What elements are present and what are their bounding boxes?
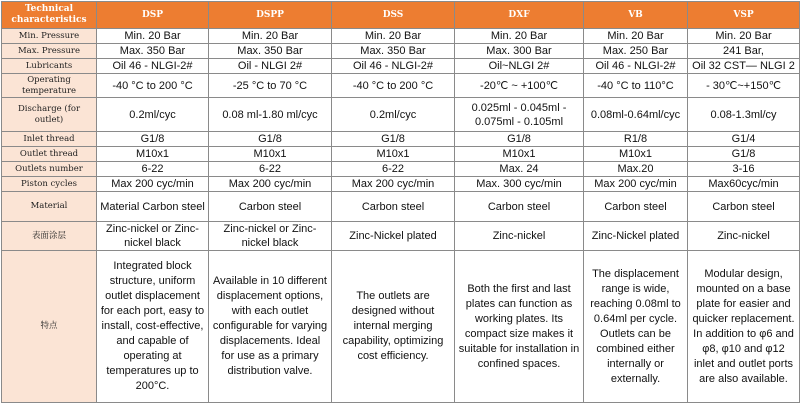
row-label: Outlet thread bbox=[2, 147, 97, 162]
table-cell: Oil~NLGI 2# bbox=[455, 59, 584, 74]
table-cell: Oil 46 - NLGI-2# bbox=[332, 59, 455, 74]
table-cell: Max 200 cyc/min bbox=[209, 177, 332, 192]
table-cell: Oil 46 - NLGI-2# bbox=[97, 59, 209, 74]
table-cell: Min. 20 Bar bbox=[97, 29, 209, 44]
table-cell: Max. 350 Bar bbox=[332, 44, 455, 59]
table-cell: 6-22 bbox=[97, 162, 209, 177]
table-cell: Max. 300 cyc/min bbox=[455, 177, 584, 192]
table-cell: Zinc-nickel or Zinc-nickel black bbox=[209, 222, 332, 251]
table-cell: Zinc-nickel or Zinc-nickel black bbox=[97, 222, 209, 251]
table-cell: G1/8 bbox=[688, 147, 800, 162]
row-inlet-thread bbox=[2, 132, 800, 147]
table-cell: Min. 20 Bar bbox=[688, 29, 800, 44]
column-header-dsp: DSP bbox=[97, 2, 209, 29]
table-cell: G1/4 bbox=[688, 132, 800, 147]
table-cell: Oil 46 - NLGI-2# bbox=[584, 59, 688, 74]
table-cell: M10x1 bbox=[97, 147, 209, 162]
table-cell: Carbon steel bbox=[332, 192, 455, 222]
table-cell: 6-22 bbox=[209, 162, 332, 177]
row-label: Inlet thread bbox=[2, 132, 97, 147]
table-cell: The displacement range is wide, reaching 0.08ml to 0.64ml per cycle. Outlets can be combined either internally or externally. bbox=[584, 251, 688, 403]
row-label: 特点 bbox=[2, 251, 97, 403]
row-label: Piston cycles bbox=[2, 177, 97, 192]
row-label: Min. Pressure bbox=[2, 29, 97, 44]
table-cell: 3-16 bbox=[688, 162, 800, 177]
table-cell: Zinc-nickel bbox=[688, 222, 800, 251]
table-cell: -40 °C to 200 °C bbox=[97, 74, 209, 98]
table-cell: Min. 20 Bar bbox=[209, 29, 332, 44]
table-cell: Carbon steel bbox=[209, 192, 332, 222]
table-cell: Max60cyc/min bbox=[688, 177, 800, 192]
table-cell: Max. 300 Bar bbox=[455, 44, 584, 59]
table-cell: Max. 24 bbox=[455, 162, 584, 177]
row-label: Max. Pressure bbox=[2, 44, 97, 59]
row-label: Discharge (for outlet) bbox=[2, 98, 97, 132]
table-cell: 0.08-1.3ml/cy bbox=[688, 98, 800, 132]
table-cell: 0.2ml/cyc bbox=[97, 98, 209, 132]
column-header-vb: VB bbox=[584, 2, 688, 29]
row-label: Material bbox=[2, 192, 97, 222]
table-cell: M10x1 bbox=[455, 147, 584, 162]
row-label: 表面涂层 bbox=[2, 222, 97, 251]
table-cell: Zinc-nickel bbox=[455, 222, 584, 251]
table-cell: 0.025ml - 0.045ml - 0.075ml - 0.105ml bbox=[455, 98, 584, 132]
row-label: Lubricants bbox=[2, 59, 97, 74]
row-piston-cycles bbox=[2, 177, 800, 192]
column-header-dxf: DXF bbox=[455, 2, 584, 29]
table-cell: -25 °C to 70 °C bbox=[209, 74, 332, 98]
header-corner: Technical characteristics bbox=[2, 2, 97, 29]
column-header-dss: DSS bbox=[332, 2, 455, 29]
table-cell: Max. 350 Bar bbox=[97, 44, 209, 59]
row-outlets-number bbox=[2, 162, 800, 177]
table-cell: The outlets are designed without internal merging capability, optimizing cost efficiency. bbox=[332, 251, 455, 403]
table-cell: Zinc-Nickel plated bbox=[584, 222, 688, 251]
table-cell: Max 200 cyc/min bbox=[584, 177, 688, 192]
table-cell: M10x1 bbox=[209, 147, 332, 162]
table-cell: Max.20 bbox=[584, 162, 688, 177]
table-cell: G1/8 bbox=[455, 132, 584, 147]
table-cell: Min. 20 Bar bbox=[332, 29, 455, 44]
table-cell: M10x1 bbox=[584, 147, 688, 162]
table-cell: Max. 250 Bar bbox=[584, 44, 688, 59]
row-outlet-thread bbox=[2, 147, 800, 162]
row-min-pressure bbox=[2, 29, 800, 44]
table-cell: - 30℃~+150℃ bbox=[688, 74, 800, 98]
table-cell: Both the first and last plates can function as working plates. Its compact size makes it suitable for installation in confined spaces. bbox=[455, 251, 584, 403]
table-cell: Carbon steel bbox=[584, 192, 688, 222]
table-cell: G1/8 bbox=[97, 132, 209, 147]
header-row bbox=[2, 2, 800, 29]
table-cell: Zinc-Nickel plated bbox=[332, 222, 455, 251]
table-cell: Oil 32 CST— NLGI 2 bbox=[688, 59, 800, 74]
table-cell: Carbon steel bbox=[455, 192, 584, 222]
table-cell: G1/8 bbox=[209, 132, 332, 147]
table-cell: Material Carbon steel bbox=[97, 192, 209, 222]
table-cell: Min. 20 Bar bbox=[455, 29, 584, 44]
row-surface-coating bbox=[2, 222, 800, 251]
row-label: Operating temperature bbox=[2, 74, 97, 98]
row-operating-temperature bbox=[2, 74, 800, 98]
row-material bbox=[2, 192, 800, 222]
table-cell: Max 200 cyc/min bbox=[332, 177, 455, 192]
table-cell: Oil - NLGI 2# bbox=[209, 59, 332, 74]
table-cell: -20℃ ~ +100℃ bbox=[455, 74, 584, 98]
table-cell: 6-22 bbox=[332, 162, 455, 177]
column-header-dspp: DSPP bbox=[209, 2, 332, 29]
column-header-vsp: VSP bbox=[688, 2, 800, 29]
table-cell: M10x1 bbox=[332, 147, 455, 162]
row-label: Outlets number bbox=[2, 162, 97, 177]
table-cell: G1/8 bbox=[332, 132, 455, 147]
table-cell: 0.2ml/cyc bbox=[332, 98, 455, 132]
table-cell: Min. 20 Bar bbox=[584, 29, 688, 44]
table-cell: R1/8 bbox=[584, 132, 688, 147]
row-features bbox=[2, 251, 800, 403]
row-discharge bbox=[2, 98, 800, 132]
table-cell: Modular design, mounted on a base plate for easier and quicker replacement. In addition to φ6 and φ8, φ10 and φ12 inlet and outlet ports are also available. bbox=[688, 251, 800, 403]
row-lubricants bbox=[2, 59, 800, 74]
table-cell: 0.08ml-0.64ml/cyc bbox=[584, 98, 688, 132]
table-cell: 241 Bar, bbox=[688, 44, 800, 59]
row-max-pressure bbox=[2, 44, 800, 59]
table-cell: Max. 350 Bar bbox=[209, 44, 332, 59]
table-cell: -40 °C to 200 °C bbox=[332, 74, 455, 98]
spec-table bbox=[1, 1, 800, 403]
table-cell: Available in 10 different displacement options, with each outlet configurable for varying displacements. Ideal for use as a primary distribution valve. bbox=[209, 251, 332, 403]
table-cell: -40 °C to 110°C bbox=[584, 74, 688, 98]
table-cell: Carbon steel bbox=[688, 192, 800, 222]
table-cell: 0.08 ml-1.80 ml/cyc bbox=[209, 98, 332, 132]
table-cell: Integrated block structure, uniform outlet displacement for each port, easy to install, cost-effective, and capable of operating at temperatures up to 200°C. bbox=[97, 251, 209, 403]
table-cell: Max 200 cyc/min bbox=[97, 177, 209, 192]
